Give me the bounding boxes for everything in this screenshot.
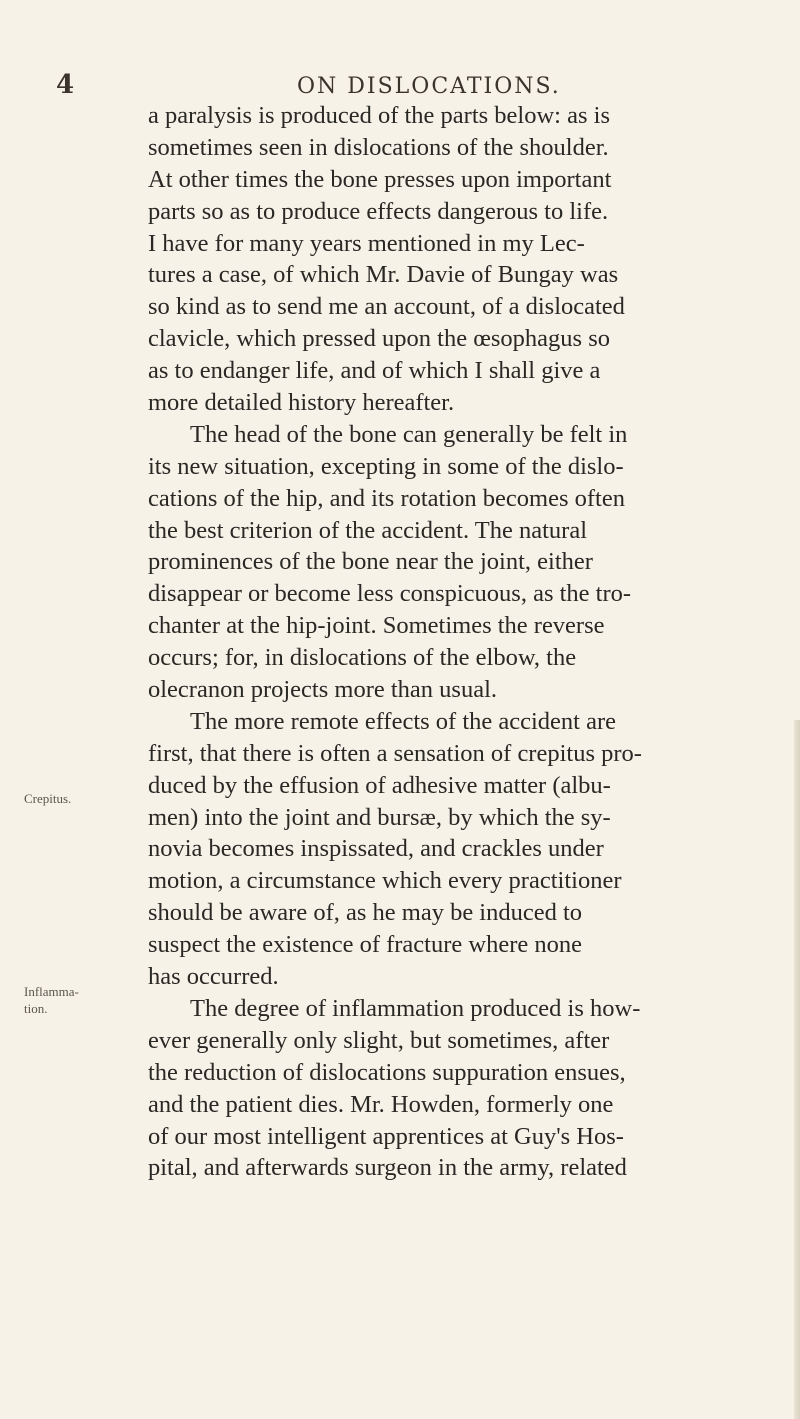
- margin-note-inflammation-line-2: tion.: [24, 1001, 48, 1016]
- text-line: parts so as to produce effects dangerous to life.: [148, 197, 609, 225]
- text-line: The head of the bone can generally be felt in: [190, 420, 628, 448]
- text-line: The more remote effects of the accident are: [190, 707, 617, 735]
- margin-note-crepitus: [24, 790, 124, 807]
- text-line: clavicle, which pressed upon the œsophagus so: [148, 325, 610, 353]
- text-line: cations of the hip, and its rotation becomes often: [148, 484, 625, 512]
- text-line: The degree of inflammation produced is how-: [190, 994, 641, 1022]
- text-line: At other times the bone presses upon important: [148, 165, 612, 193]
- text-line: olecranon projects more than usual.: [148, 676, 498, 704]
- text-line: ever generally only slight, but sometimes, after: [148, 1026, 610, 1054]
- text-line: its new situation, excepting in some of the dislo-: [148, 452, 624, 480]
- text-line: of our most intelligent apprentices at Guy's Hos-: [148, 1122, 624, 1150]
- text-line: more detailed history hereafter.: [148, 389, 455, 417]
- body-text: [148, 100, 774, 1184]
- text-line: novia becomes inspissated, and crackles under: [148, 835, 604, 863]
- text-line: pital, and afterwards surgeon in the army, related: [148, 1154, 627, 1182]
- margin-note-inflammation: [24, 983, 124, 1017]
- text-line: suspect the existence of fracture where none: [148, 931, 582, 959]
- text-line: a paralysis is produced of the parts below: as is: [148, 102, 610, 129]
- text-line: should be aware of, as he may be induced to: [148, 899, 583, 927]
- text-line: so kind as to send me an account, of a dislocated: [148, 293, 625, 321]
- text-line: sometimes seen in dislocations of the shoulder.: [148, 133, 609, 161]
- text-line: I have for many years mentioned in my Lec-: [148, 229, 585, 257]
- text-line: first, that there is often a sensation of crepitus pro-: [148, 739, 642, 767]
- text-line: as to endanger life, and of which I shall give a: [148, 357, 601, 385]
- text-line: tures a case, of which Mr. Davie of Bungay was: [148, 261, 619, 289]
- text-line: chanter at the hip-joint. Sometimes the reverse: [148, 612, 605, 640]
- margin-note-inflammation-line-1: Inflamma-: [24, 984, 79, 999]
- margin-note-crepitus-text: Crepitus.: [24, 791, 72, 806]
- text-line: the reduction of dislocations suppuration ensues,: [148, 1058, 626, 1086]
- text-line: duced by the effusion of adhesive matter (albu-: [148, 771, 611, 799]
- page-number: 4: [56, 70, 75, 100]
- text-line: prominences of the bone near the joint, either: [148, 548, 593, 576]
- text-line: motion, a circumstance which every practitioner: [148, 867, 622, 895]
- text-line: occurs; for, in dislocations of the elbow, the: [148, 644, 577, 672]
- text-line: disappear or become less conspicuous, as the tro-: [148, 580, 632, 608]
- running-title: ON DISLOCATIONS.: [297, 74, 561, 99]
- text-line: men) into the joint and bursæ, by which the sy-: [148, 803, 611, 831]
- text-line: and the patient dies. Mr. Howden, formerly one: [148, 1090, 614, 1118]
- text-line: the best criterion of the accident. The natural: [148, 516, 588, 544]
- page-edge-shadow: [794, 720, 800, 1419]
- text-line: has occurred.: [148, 963, 279, 991]
